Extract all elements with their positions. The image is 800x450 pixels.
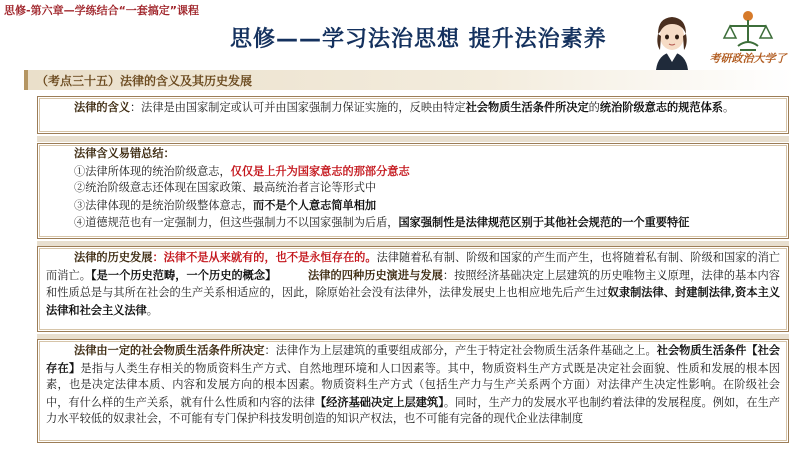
mistakes-title: 法律含义易错总结：	[74, 147, 175, 160]
page-title: 思修——学习法治思想 提升法治素养	[230, 27, 607, 52]
avatar	[648, 10, 696, 72]
evolution-term: 法律的四种历史演进与发展	[308, 268, 443, 282]
course-label: 思修-第六章—学练结合“一套搞定”课程	[4, 4, 200, 17]
definition-box: 法律的含义：法律是由国家制定或认可并由国家强制力保证实施的，反映由特定社会物质生活条件所决定的统治阶级意志的规范体系。	[37, 96, 789, 134]
historical-development-box: 法律的历史发展：法律不是从来就有的，也不是永恒存在的。法律随着私有制、阶级和国家的产生而产生，也将随着私有制、阶级和国家的消亡而消亡。【是一个历史范畴，一个历史的概念】 法律的四种历史演进与发展：按照经济基础决定上层建筑的历史唯物主义原理，法律的基本内容和性质总是与其所在社会的生产关系相适应的，因此，除原始社会没有法律外，法律发展史上也相应地先后产生过奴隶制法律、封建制法律,资本主义法律和社会主义法律。	[37, 246, 789, 332]
mistake-item: ①法律所体现的统治阶级意志，仅仅是上升为国家意志的那部分意志	[74, 163, 410, 178]
mistake-item: ④道德规范也有一定强制力，但这些强制力不以国家强制为后盾，国家强制性是法律规范区别于其他社会规范的一个重要特征	[74, 215, 690, 230]
history-term: 法律的历史发展	[74, 251, 153, 264]
section-title: （考点三十五）法律的含义及其历史发展	[36, 74, 253, 88]
mistake-item: ③法律体现的是统治阶级整体意志，而不是个人意志简单相加	[74, 197, 377, 212]
section-header	[24, 70, 794, 90]
scales-icon	[700, 8, 796, 52]
material-conditions-box: 法律由一定的社会物质生活条件所决定：法律作为上层建筑的重要组成部分，产生于特定社会物质生活条件基础之上。社会物质生活条件【社会存在】是指与人类生存相关的物质资料生产方式、自然地理环境和人口因素等。其中，物质资料生产方式既是决定社会面貌、性质和发展的根本因素，也是决定法律本质、内容和发展方向的根本因素。物质资料生产方式（包括生产力与生产关系两个方面）对法律产生决定性影响。在阶级社会中，有什么样的生产关系，就有什么性质和内容的法律【经济基础决定上层建筑】。同时，生产力的发展水平也制约着法律的发展程度。例如，在生产力水平较低的奴隶社会，不可能有专门保护科技发明创造的知识产权法，也不可能有完备的现代企业法律制度	[37, 339, 789, 443]
definition-term: 法律的含义	[74, 101, 130, 114]
brand-logo	[700, 8, 796, 68]
common-mistakes-box	[37, 143, 789, 239]
divider	[37, 136, 789, 142]
brand-logo-text: 考研政治大学了	[709, 52, 787, 65]
mistake-item: ②统治阶级意志还体现在国家政策、最高统治者言论等形式中	[74, 181, 377, 195]
material-conditions-term: 法律由一定的社会物质生活条件所决定	[74, 344, 265, 357]
